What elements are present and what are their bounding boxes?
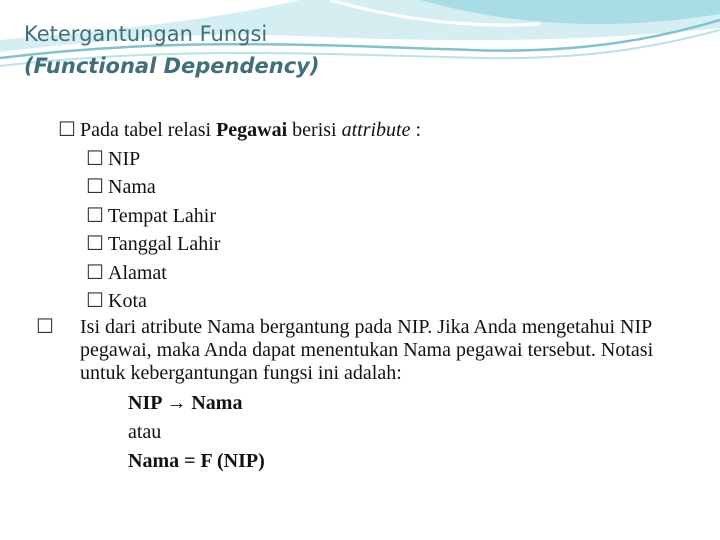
attribute-label: NIP <box>108 147 141 170</box>
bullet-icon: ☐ <box>86 233 104 255</box>
bullet-icon: ☐ <box>86 290 104 312</box>
bullet-icon: ☐ <box>86 204 104 227</box>
title-line-2: (Functional Dependency) <box>24 54 320 78</box>
or-word: atau <box>128 420 162 443</box>
slide-body <box>36 116 678 476</box>
attribute-label: Tanggal Lahir <box>108 233 221 255</box>
bullet-icon: ☐ <box>86 261 104 284</box>
attribute-item <box>58 230 678 259</box>
attribute-label: Kota <box>108 290 147 312</box>
dependency-arrow-line <box>128 389 678 418</box>
intro-text-before: Pada tabel relasi <box>80 119 217 141</box>
dependent: Nama <box>191 391 243 414</box>
dependency-notation <box>58 389 678 476</box>
attribute-label: Nama <box>108 176 156 198</box>
attribute-label: Alamat <box>108 261 167 284</box>
attribute-label: Tempat Lahir <box>108 204 216 227</box>
attribute-item <box>58 145 678 174</box>
title-line-1: Ketergantungan Fungsi <box>24 22 268 46</box>
table-name: Pegawai <box>216 119 288 141</box>
attribute-item <box>58 202 678 231</box>
slide-title <box>24 18 319 82</box>
explanation-text-wrapper <box>36 315 690 385</box>
bullet-icon: ☐ <box>58 119 76 141</box>
explanation-text: Isi dari atribute Nama bergantung pada NIP. Jika Anda mengetahui NIP pegawai, maka Anda dapat menentukan Nama pegawai tersebut. Notasi untuk kebergantungan fungsi ini adalah: <box>80 315 654 384</box>
explanation-paragraph <box>36 315 690 385</box>
intro-text-middle: berisi <box>287 119 342 141</box>
bullet-icon: ☐ <box>36 315 54 338</box>
bullet-icon: ☐ <box>86 176 104 198</box>
arrow-right-icon: → <box>166 391 187 414</box>
attribute-item <box>58 287 678 316</box>
intro-line <box>58 116 678 145</box>
function-equation: Nama = F (NIP) <box>128 449 265 472</box>
attribute-item <box>58 259 678 288</box>
bullet-icon: ☐ <box>86 147 104 170</box>
attribute-item <box>58 173 678 202</box>
intro-attribute-word: attribute <box>341 119 411 141</box>
determinant: NIP <box>128 391 162 414</box>
intro-text-after: : <box>410 119 422 141</box>
